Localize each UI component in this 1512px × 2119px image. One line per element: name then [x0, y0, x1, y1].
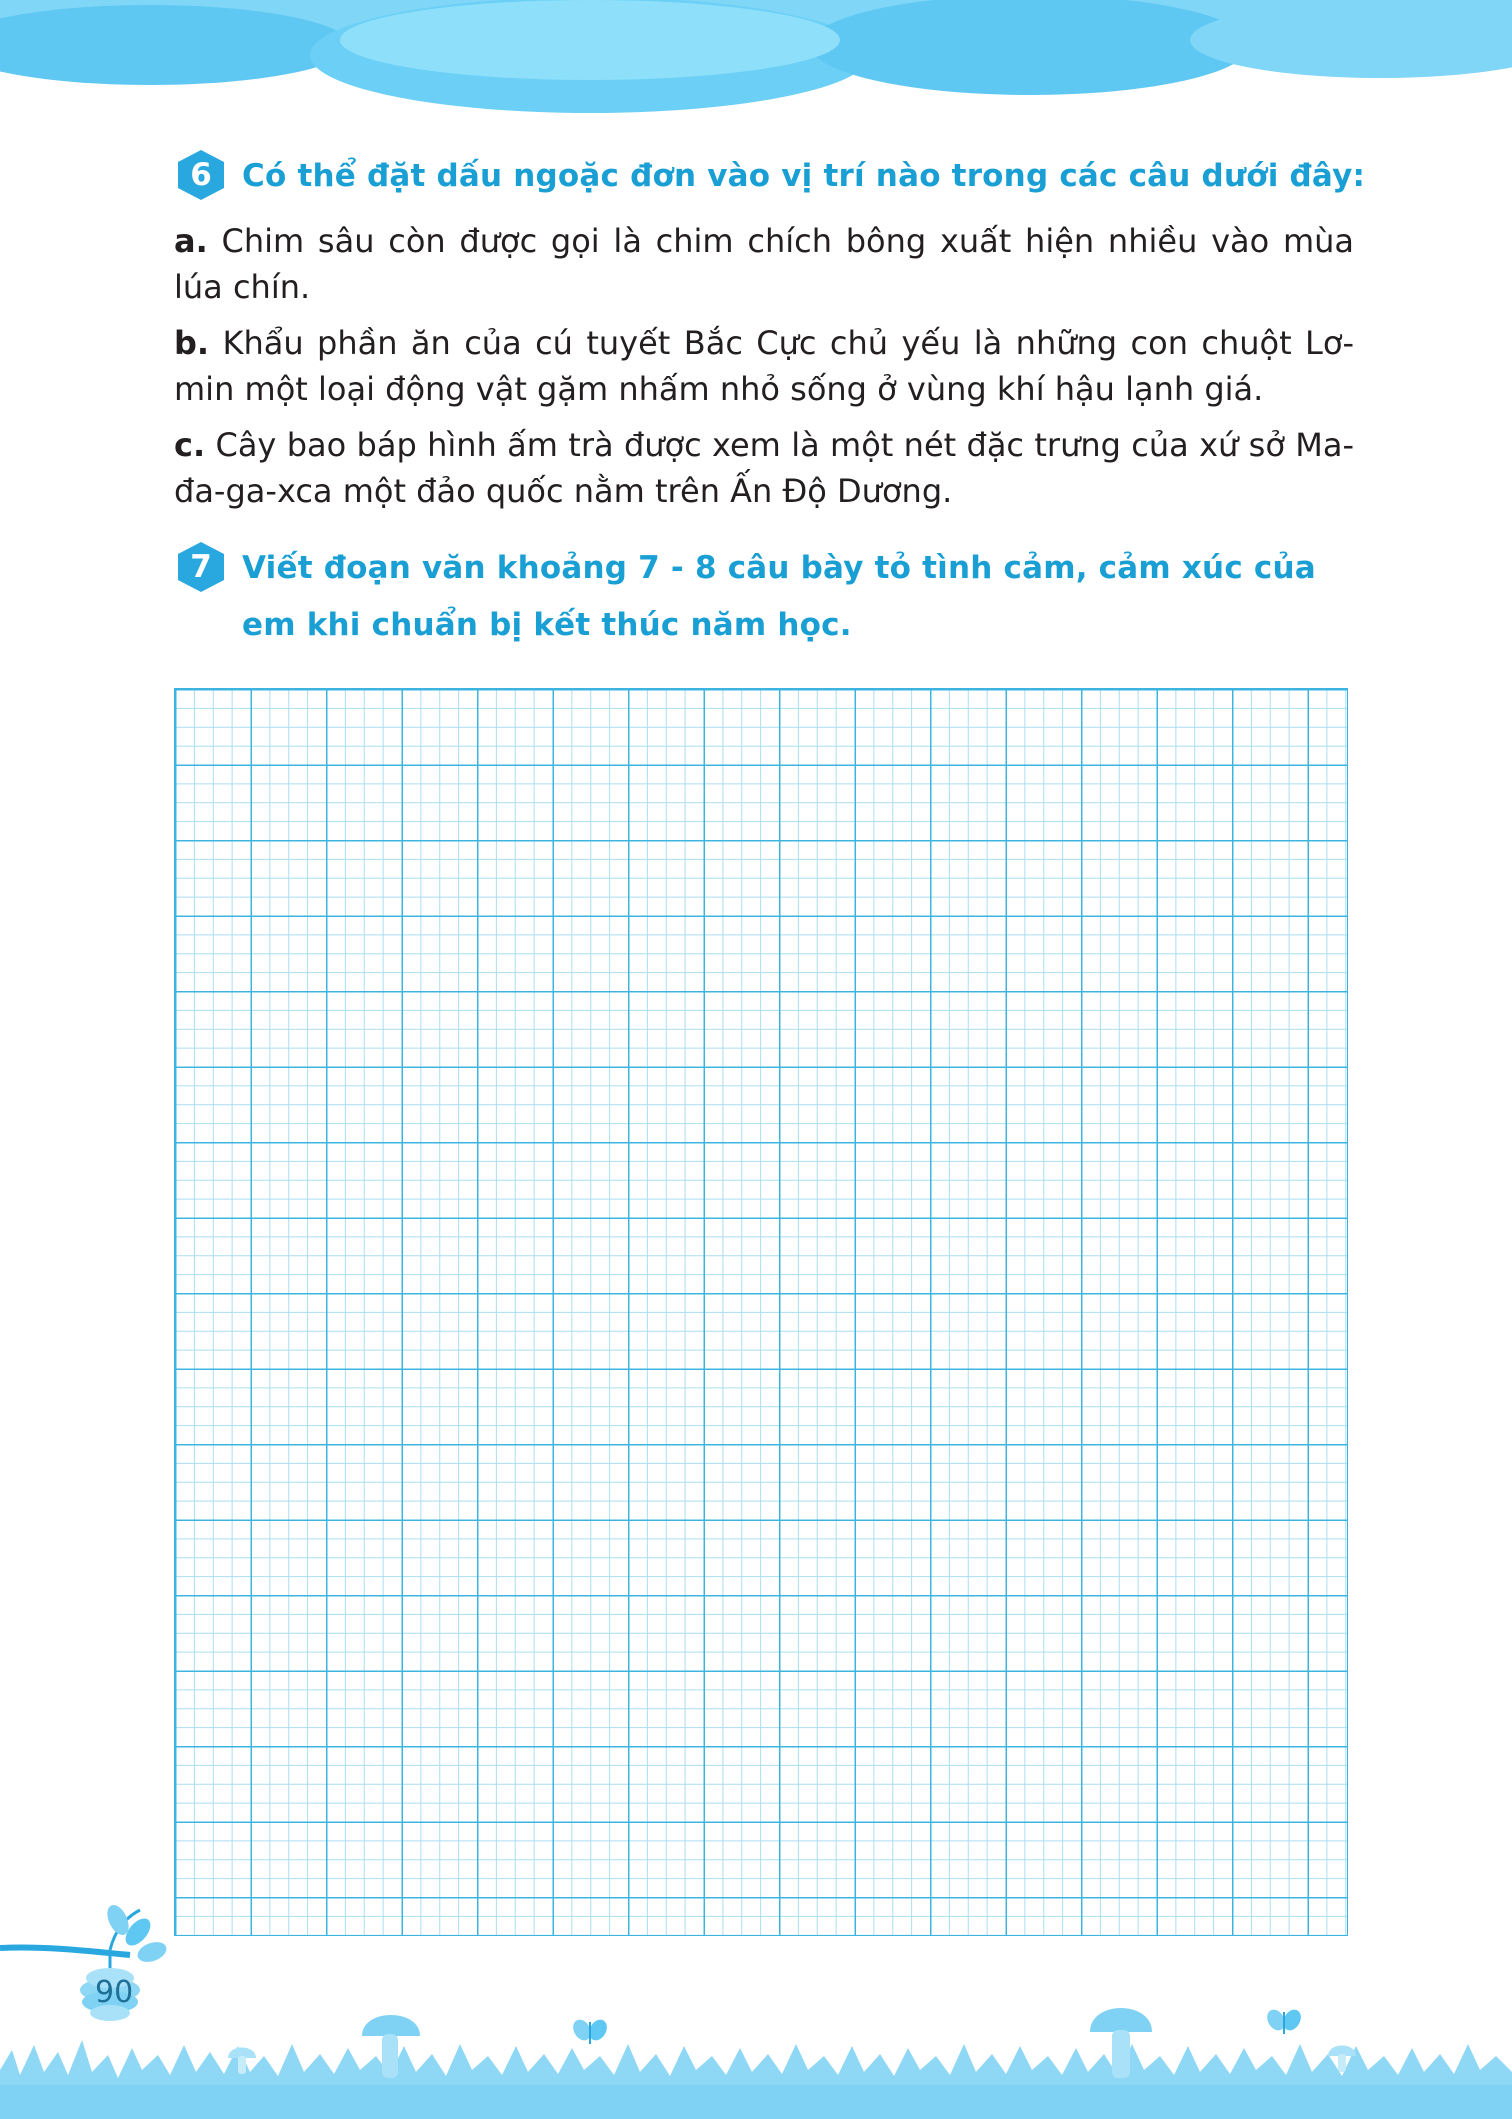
butterfly-icon [1264, 2006, 1305, 2034]
grass-border [0, 2040, 1512, 2119]
item-tag: b. [174, 324, 210, 362]
item-text: Khẩu phần ăn của cú tuyết Bắc Cực chủ yếu là những con chuột Lơ-min một loại động vật gặm nhấm nhỏ sống ở vùng khí hậu lạnh giá. [174, 324, 1355, 408]
exercise-number: 7 [190, 549, 212, 585]
butterfly-icon [570, 2016, 611, 2044]
item-text: Cây bao báp hình ấm trà được xem là một nét đặc trưng của xứ sở Ma-đa-ga-xca một đảo quốc nằm trên Ấn Độ Dương. [174, 426, 1355, 510]
leaf-icon [0, 1902, 169, 1966]
item-text: Chim sâu còn được gọi là chim chích bông xuất hiện nhiều vào mùa lúa chín. [174, 222, 1355, 306]
item-tag: a. [174, 222, 208, 260]
item-tag: c. [174, 426, 206, 464]
exercise-number: 6 [190, 157, 212, 193]
exercise-6-title: Có thể đặt dấu ngoặc đơn vào vị trí nào trong các câu dưới đây: [242, 158, 1366, 194]
exercise-7-title: Viết đoạn văn khoảng 7 - 8 câu bày tỏ tình cảm, cảm xúc của em khi chuẩn bị kết thúc năm học. [242, 550, 1316, 643]
page-number: 90 [95, 1975, 134, 2010]
